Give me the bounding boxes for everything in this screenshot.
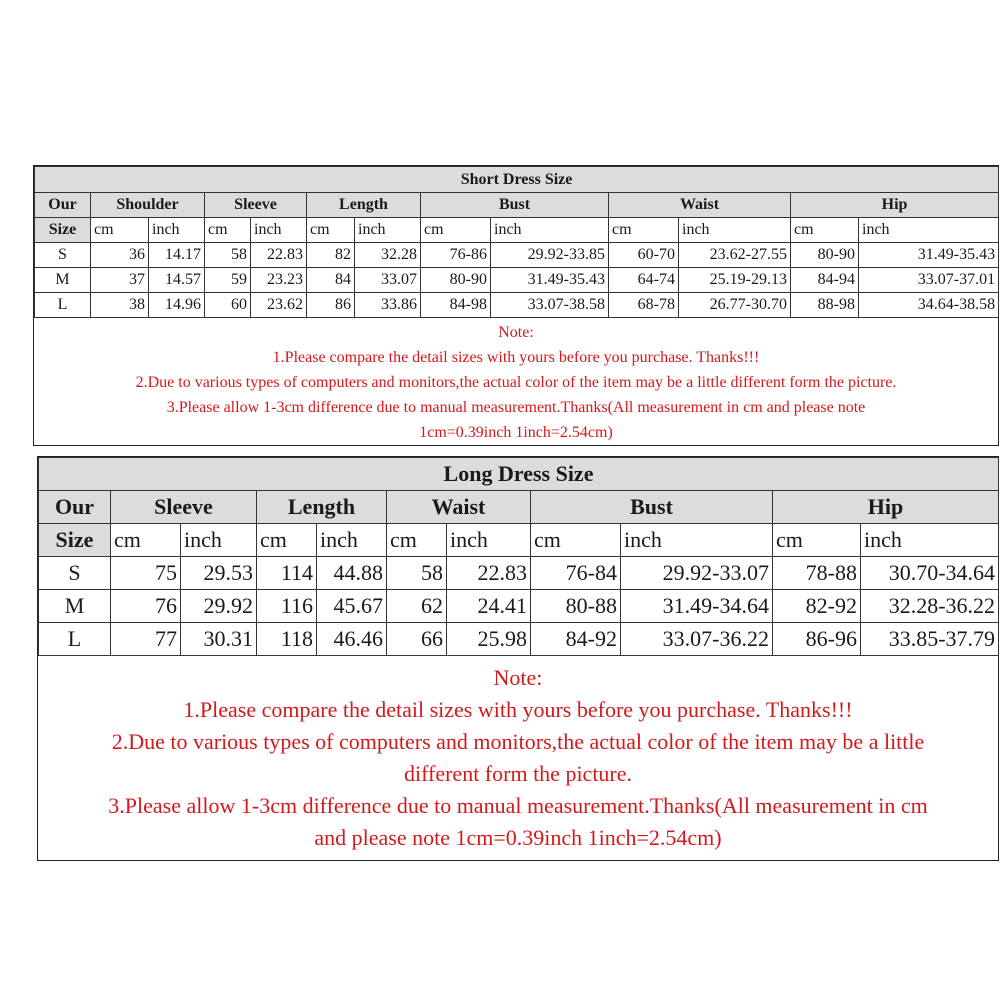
- table-cell: 25.98: [447, 623, 531, 656]
- table-cell: 34.64-38.58: [859, 293, 999, 318]
- note-line-3: 3.Please allow 1-3cm difference due to manual measurement.Thanks(All measurement in cm and please note: [166, 399, 866, 416]
- note-line-2: 2.Due to various types of computers and monitors,the actual color of the item may be a little different form the picture.: [135, 374, 897, 391]
- table-cell: 84: [307, 268, 355, 293]
- table-cell: 82: [307, 243, 355, 268]
- table-cell: 30.70-34.64: [861, 557, 999, 590]
- table-cell: 64-74: [609, 268, 679, 293]
- note-line-2: 2.Due to various types of computers and monitors,the actual color of the item may be a little: [111, 729, 925, 754]
- table-cell: 33.86: [355, 293, 421, 318]
- unit-inch: inch: [251, 218, 307, 243]
- table-cell: 14.96: [149, 293, 205, 318]
- table-cell: 84-92: [531, 623, 621, 656]
- table-cell: 76-84: [531, 557, 621, 590]
- table-cell: 46.46: [317, 623, 387, 656]
- table-row: [39, 557, 999, 590]
- short-dress-table: [34, 166, 999, 318]
- table-cell: 32.28-36.22: [861, 590, 999, 623]
- table-cell: 14.57: [149, 268, 205, 293]
- table-cell: 60: [205, 293, 251, 318]
- col-group-waist: Waist: [609, 193, 791, 218]
- table-cell: 76: [111, 590, 181, 623]
- table-cell: 62: [387, 590, 447, 623]
- table-row: [35, 268, 999, 293]
- table-cell: 86: [307, 293, 355, 318]
- unit-inch: inch: [621, 524, 773, 557]
- table-cell: 36: [91, 243, 149, 268]
- size-cell: M: [39, 590, 111, 623]
- table-cell: 14.17: [149, 243, 205, 268]
- unit-inch: inch: [679, 218, 791, 243]
- long-notes: [38, 656, 998, 854]
- note-line-1: 1.Please compare the detail sizes with yours before you purchase. Thanks!!!: [183, 697, 853, 722]
- table-cell: 66: [387, 623, 447, 656]
- table-cell: 84-98: [421, 293, 491, 318]
- unit-cm: cm: [421, 218, 491, 243]
- col-group-length: Length: [307, 193, 421, 218]
- table-cell: 33.07-38.58: [491, 293, 609, 318]
- table-cell: 22.83: [447, 557, 531, 590]
- our-label: Our: [39, 491, 111, 524]
- table-cell: 78-88: [773, 557, 861, 590]
- table-cell: 22.83: [251, 243, 307, 268]
- unit-cm: cm: [791, 218, 859, 243]
- short-notes: [34, 318, 998, 445]
- table-cell: 31.49-35.43: [491, 268, 609, 293]
- table-cell: 44.88: [317, 557, 387, 590]
- table-cell: 31.49-34.64: [621, 590, 773, 623]
- note-line-3-cont: 1cm=0.39inch 1inch=2.54cm): [419, 424, 613, 441]
- table-cell: 32.28: [355, 243, 421, 268]
- table-cell: 29.92-33.85: [491, 243, 609, 268]
- table-cell: 80-90: [791, 243, 859, 268]
- col-group-length: Length: [257, 491, 387, 524]
- unit-inch: inch: [149, 218, 205, 243]
- size-cell: L: [35, 293, 91, 318]
- long-table-title: Long Dress Size: [39, 458, 999, 491]
- table-cell: 31.49-35.43: [859, 243, 999, 268]
- unit-cm: cm: [387, 524, 447, 557]
- table-cell: 29.92-33.07: [621, 557, 773, 590]
- table-cell: 116: [257, 590, 317, 623]
- note-line-2-cont: different form the picture.: [403, 761, 633, 786]
- unit-inch: inch: [355, 218, 421, 243]
- table-cell: 33.07-36.22: [621, 623, 773, 656]
- col-group-bust: Bust: [421, 193, 609, 218]
- our-label: Our: [35, 193, 91, 218]
- size-cell: S: [39, 557, 111, 590]
- long-dress-table: [38, 457, 999, 656]
- unit-cm: cm: [307, 218, 355, 243]
- table-cell: 25.19-29.13: [679, 268, 791, 293]
- unit-inch: inch: [861, 524, 999, 557]
- table-cell: 114: [257, 557, 317, 590]
- long-dress-size-chart: [37, 456, 999, 861]
- col-group-bust: Bust: [531, 491, 773, 524]
- col-group-waist: Waist: [387, 491, 531, 524]
- unit-cm: cm: [111, 524, 181, 557]
- table-cell: 23.62: [251, 293, 307, 318]
- table-cell: 37: [91, 268, 149, 293]
- table-cell: 30.31: [181, 623, 257, 656]
- col-group-sleeve: Sleeve: [205, 193, 307, 218]
- table-cell: 75: [111, 557, 181, 590]
- table-cell: 59: [205, 268, 251, 293]
- note-title: Note:: [493, 665, 543, 690]
- table-cell: 58: [387, 557, 447, 590]
- table-row: [39, 590, 999, 623]
- table-cell: 23.23: [251, 268, 307, 293]
- table-cell: 23.62-27.55: [679, 243, 791, 268]
- unit-cm: cm: [531, 524, 621, 557]
- table-cell: 118: [257, 623, 317, 656]
- unit-cm: cm: [205, 218, 251, 243]
- table-cell: 26.77-30.70: [679, 293, 791, 318]
- table-cell: 38: [91, 293, 149, 318]
- table-cell: 86-96: [773, 623, 861, 656]
- table-row: [35, 293, 999, 318]
- table-cell: 33.07: [355, 268, 421, 293]
- table-cell: 84-94: [791, 268, 859, 293]
- size-label: Size: [35, 218, 91, 243]
- unit-cm: cm: [257, 524, 317, 557]
- unit-inch: inch: [317, 524, 387, 557]
- note-line-3: 3.Please allow 1-3cm difference due to manual measurement.Thanks(All measurement in cm: [108, 793, 928, 818]
- table-cell: 45.67: [317, 590, 387, 623]
- table-cell: 58: [205, 243, 251, 268]
- note-title: Note:: [498, 324, 534, 341]
- size-cell: S: [35, 243, 91, 268]
- table-cell: 33.85-37.79: [861, 623, 999, 656]
- unit-inch: inch: [859, 218, 999, 243]
- short-table-title: Short Dress Size: [35, 167, 999, 193]
- table-cell: 80-88: [531, 590, 621, 623]
- table-cell: 68-78: [609, 293, 679, 318]
- note-line-3-cont: and please note 1cm=0.39inch 1inch=2.54cm): [314, 825, 722, 850]
- table-row: [39, 623, 999, 656]
- note-line-1: 1.Please compare the detail sizes with yours before you purchase. Thanks!!!: [272, 349, 760, 366]
- col-group-hip: Hip: [773, 491, 999, 524]
- table-cell: 24.41: [447, 590, 531, 623]
- unit-cm: cm: [91, 218, 149, 243]
- col-group-shoulder: Shoulder: [91, 193, 205, 218]
- table-cell: 88-98: [791, 293, 859, 318]
- table-cell: 60-70: [609, 243, 679, 268]
- size-label: Size: [39, 524, 111, 557]
- table-row: [35, 243, 999, 268]
- size-cell: M: [35, 268, 91, 293]
- table-cell: 80-90: [421, 268, 491, 293]
- col-group-hip: Hip: [791, 193, 999, 218]
- unit-inch: inch: [181, 524, 257, 557]
- short-dress-size-chart: [33, 165, 999, 446]
- unit-cm: cm: [773, 524, 861, 557]
- table-cell: 29.53: [181, 557, 257, 590]
- table-cell: 33.07-37.01: [859, 268, 999, 293]
- col-group-sleeve: Sleeve: [111, 491, 257, 524]
- table-cell: 82-92: [773, 590, 861, 623]
- unit-inch: inch: [447, 524, 531, 557]
- table-cell: 29.92: [181, 590, 257, 623]
- table-cell: 76-86: [421, 243, 491, 268]
- unit-inch: inch: [491, 218, 609, 243]
- table-cell: 77: [111, 623, 181, 656]
- size-cell: L: [39, 623, 111, 656]
- unit-cm: cm: [609, 218, 679, 243]
